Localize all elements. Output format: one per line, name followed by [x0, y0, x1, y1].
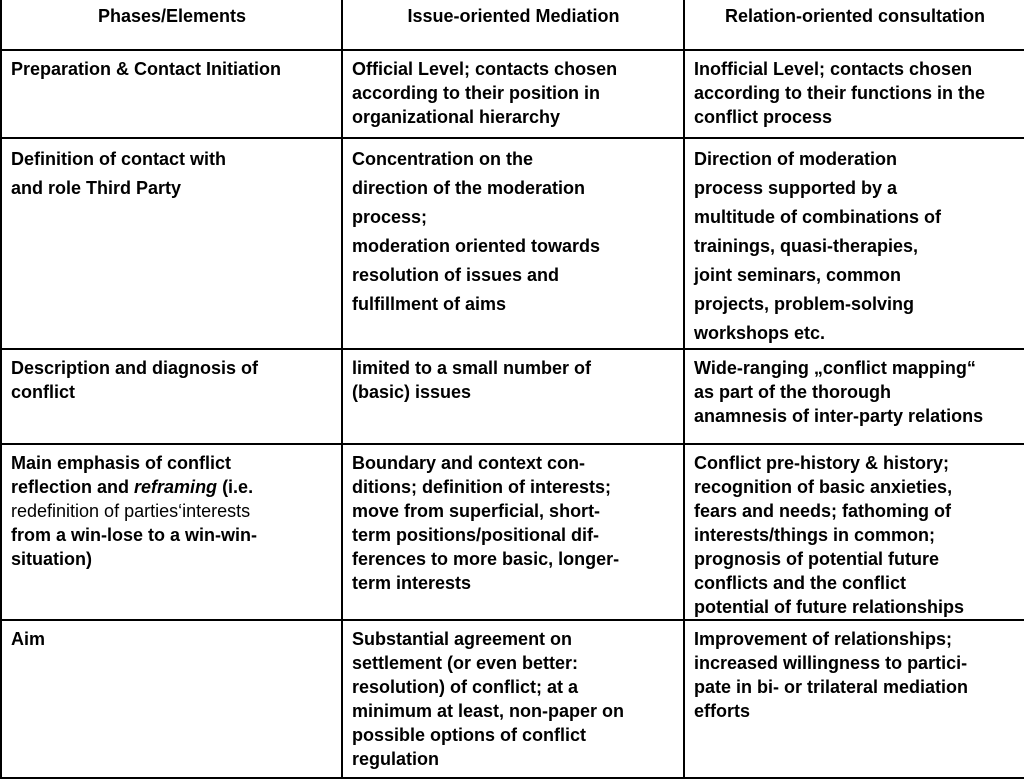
- cell-line: process supported by a: [694, 178, 898, 198]
- header-relation-oriented: Relation-oriented consultation: [684, 0, 1024, 50]
- cell-phase: [1, 444, 342, 620]
- cell-line: Improvement of relationships;: [694, 629, 953, 649]
- cell-line: Aim: [11, 629, 46, 649]
- cell-line: efforts: [694, 701, 751, 721]
- cell-phase: [1, 620, 342, 778]
- cell-line: ditions; definition of interests;: [352, 477, 611, 497]
- cell-line: redefinition of parties‘interests: [11, 501, 251, 521]
- reframing-emphasis: reframing: [134, 477, 218, 497]
- cell-line: recognition of basic anxieties,: [694, 477, 953, 497]
- cell-line: limited to a small number of: [352, 358, 592, 378]
- cell-line: resolution of issues and: [352, 265, 560, 285]
- cell-line: increased willingness to partici-: [694, 653, 968, 673]
- cell-line: trainings, quasi-therapies,: [694, 236, 919, 256]
- cell-line: from a win-lose to a win-win-: [11, 525, 258, 545]
- cell-line: according to their functions in the: [694, 83, 986, 103]
- cell-relation: [684, 50, 1024, 138]
- cell-line: [11, 475, 333, 499]
- cell-line: interests/things in common;: [694, 525, 936, 545]
- cell-line: minimum at least, non-paper on: [352, 701, 625, 721]
- header-phases: Phases/Elements: [1, 0, 342, 50]
- cell-line: Official Level; contacts chosen: [352, 59, 618, 79]
- cell-phase: [1, 50, 342, 138]
- cell-line: Substantial agreement on: [352, 629, 573, 649]
- cell-line: projects, problem-solving: [694, 294, 915, 314]
- cell-line: Definition of contact with: [11, 149, 226, 169]
- table-row: [1, 50, 1024, 138]
- cell-line: moderation oriented towards: [352, 236, 601, 256]
- cell-line: term interests: [352, 573, 472, 593]
- header-issue-oriented: Issue-oriented Mediation: [342, 0, 684, 50]
- cell-line: (basic) issues: [352, 382, 472, 402]
- cell-line: situation): [11, 549, 92, 569]
- cell-line: process;: [352, 207, 428, 227]
- table-row: [1, 138, 1024, 349]
- cell-line: anamnesis of inter-party relations: [694, 406, 984, 426]
- cell-line: Inofficial Level; contacts chosen: [694, 59, 973, 79]
- cell-line: Boundary and context con-: [352, 453, 586, 473]
- cell-relation: [684, 444, 1024, 620]
- cell-line: move from superficial, short-: [352, 501, 601, 521]
- cell-line: Direction of moderation: [694, 149, 898, 169]
- text-fragment: reflection and: [11, 477, 135, 497]
- text-fragment: (i.e.: [217, 477, 254, 497]
- cell-line: multitude of combinations of: [694, 207, 941, 227]
- cell-line: term positions/positional dif-: [352, 525, 599, 545]
- cell-line: fears and needs; fathoming of: [694, 501, 952, 521]
- cell-line: Wide-ranging „conflict mapping“: [694, 358, 976, 378]
- cell-line: conflicts and the conflict: [694, 573, 907, 593]
- cell-issue: [342, 349, 684, 444]
- cell-line: according to their position in: [352, 83, 601, 103]
- cell-line: resolution) of conflict; at a: [352, 677, 579, 697]
- cell-relation: [684, 620, 1024, 778]
- cell-issue: [342, 620, 684, 778]
- cell-line: as part of the thorough: [694, 382, 891, 402]
- table-row: [1, 620, 1024, 778]
- cell-phase: [1, 349, 342, 444]
- cell-issue: [342, 50, 684, 138]
- cell-line: conflict: [11, 382, 76, 402]
- cell-line: Preparation & Contact Initiation: [11, 59, 282, 79]
- cell-line: Description and diagnosis of: [11, 358, 259, 378]
- cell-line: organizational hierarchy: [352, 107, 561, 127]
- cell-line: regulation: [352, 749, 440, 769]
- cell-line: Main emphasis of conflict: [11, 453, 232, 473]
- cell-line: fulfillment of aims: [352, 294, 507, 314]
- cell-phase: [1, 138, 342, 349]
- cell-relation: [684, 138, 1024, 349]
- table-row: [1, 349, 1024, 444]
- cell-line: settlement (or even better:: [352, 653, 579, 673]
- cell-line: pate in bi- or trilateral mediation: [694, 677, 969, 697]
- cell-line: prognosis of potential future: [694, 549, 939, 569]
- cell-line: ferences to more basic, longer-: [352, 549, 620, 569]
- cell-line: Concentration on the: [352, 149, 533, 169]
- cell-line: direction of the moderation: [352, 178, 586, 198]
- cell-line: possible options of conflict: [352, 725, 586, 745]
- header-row: [1, 0, 1024, 50]
- cell-line: joint seminars, common: [694, 265, 902, 285]
- table-row: [1, 444, 1024, 620]
- cell-issue: [342, 444, 684, 620]
- cell-line: and role Third Party: [11, 178, 182, 198]
- cell-line: workshops etc.: [694, 323, 826, 343]
- cell-relation: [684, 349, 1024, 444]
- cell-issue: [342, 138, 684, 349]
- cell-line: conflict process: [694, 107, 833, 127]
- cell-line: potential of future relationships: [694, 597, 965, 617]
- cell-line: Conflict pre-history & history;: [694, 453, 950, 473]
